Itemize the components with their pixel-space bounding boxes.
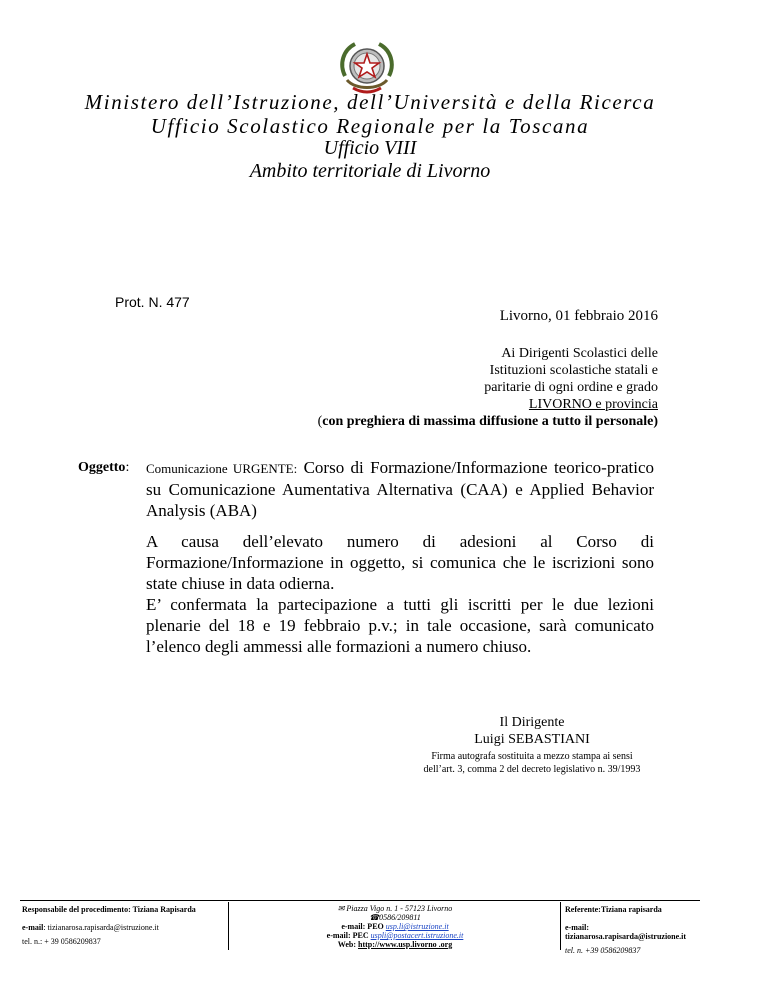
signatory-name: Luigi SEBASTIANI bbox=[474, 732, 590, 747]
recipient-line-1: Ai Dirigenti Scolastici delle bbox=[501, 346, 658, 361]
footer-divider-left bbox=[228, 902, 229, 950]
footer-phone: ☎0586/209811 bbox=[369, 913, 421, 922]
subject-label bbox=[78, 460, 129, 476]
subject-body: Corso di Formazione/Informazione teorico-pratico su Comunicazione Aumentativa Alternativa (CAA) e Applied Behavior Analysis (ABA) bbox=[146, 458, 655, 520]
footer-right-tel: tel. n. +39 0586209837 bbox=[565, 946, 641, 955]
body-paragraph-1: A causa dell’elevato numero di adesioni al Corso di Formazione/Informazione in oggetto, si comunica che le iscrizioni sono state chiuse in data odierna. bbox=[146, 532, 654, 593]
subject-label-text: Oggetto bbox=[78, 460, 126, 475]
signature-note-1: Firma autografa sostituita a mezzo stampa ai sensi bbox=[431, 751, 633, 762]
footer-left-email bbox=[22, 923, 159, 932]
footer-referent: Referente:Tiziana rapisarda bbox=[565, 905, 662, 914]
recipient-note-paren: ( bbox=[317, 414, 323, 429]
subject-prefix: Comunicazione URGENTE: bbox=[146, 461, 298, 476]
body-paragraph-2: E’ confermata la partecipazione a tutti gli iscritti per le due lezioni plenarie del 18 e 19 febbraio p.v.; in tale occasione, sarà comunicato l’elenco degli ammessi alle formazioni a numero chiuso. bbox=[146, 595, 654, 656]
footer-divider-right bbox=[560, 902, 561, 950]
footer-peo bbox=[230, 922, 560, 931]
footer-right-email-label: e-mail: bbox=[565, 923, 589, 932]
subject-label-colon: : bbox=[125, 460, 130, 475]
footer-right-email: tizianarosa.rapisarda@istruzione.it bbox=[565, 932, 687, 941]
footer-pec-label: e-mail: PEC bbox=[326, 931, 369, 940]
footer-web-link[interactable]: http://www.usp.livorno .org bbox=[358, 940, 453, 949]
territorial-area: Ambito territoriale di Livorno bbox=[249, 160, 491, 182]
recipient-note-text: con preghiera di massima diffusione a tutto il personale) bbox=[322, 414, 658, 429]
protocol-number: Prot. N. 477 bbox=[115, 294, 190, 310]
recipient-line-3: paritarie di ogni ordine e grado bbox=[484, 380, 658, 395]
recipient-line-4: LIVORNO e provincia bbox=[528, 397, 658, 412]
footer-responsible: Responsabile del procedimento: Tiziana Rapisarda bbox=[22, 905, 196, 914]
regional-office-name: Ufficio Scolastico Regionale per la Toscana bbox=[150, 114, 590, 138]
footer-address: ✉ Piazza Vigo n. 1 - 57123 Livorno bbox=[337, 904, 453, 913]
footer-left-email-value: : tizianarosa.rapisarda@istruzione.it bbox=[43, 923, 159, 932]
footer-web bbox=[230, 940, 560, 949]
footer-peo-link[interactable]: usp.li@istruzione.it bbox=[385, 922, 449, 931]
footer-divider bbox=[20, 900, 700, 901]
ministry-name: Ministero dell’Istruzione, dell’Università e della Ricerca bbox=[84, 90, 656, 114]
footer-left-tel: tel. n.: + 39 0586209837 bbox=[22, 937, 101, 946]
footer-left-email-label: e-mail bbox=[22, 923, 44, 932]
recipient-line-2: Istituzioni scolastiche statali e bbox=[489, 363, 658, 378]
recipient-note bbox=[318, 414, 658, 430]
footer-web-label: Web: bbox=[337, 940, 356, 949]
footer-pec-link[interactable]: uspli@postacert.istruzione.it bbox=[370, 931, 464, 940]
subject-text bbox=[146, 457, 654, 521]
footer-pec bbox=[230, 931, 560, 940]
signature-note-2: dell’art. 3, comma 2 del decreto legislativo n. 39/1993 bbox=[423, 764, 641, 775]
letter-date: Livorno, 01 febbraio 2016 bbox=[499, 308, 658, 324]
signatory-role: Il Dirigente bbox=[499, 715, 565, 730]
office-number: Ufficio VIII bbox=[323, 137, 417, 159]
letter-body bbox=[146, 531, 654, 657]
footer-peo-label: e-mail: PEO bbox=[341, 922, 384, 931]
